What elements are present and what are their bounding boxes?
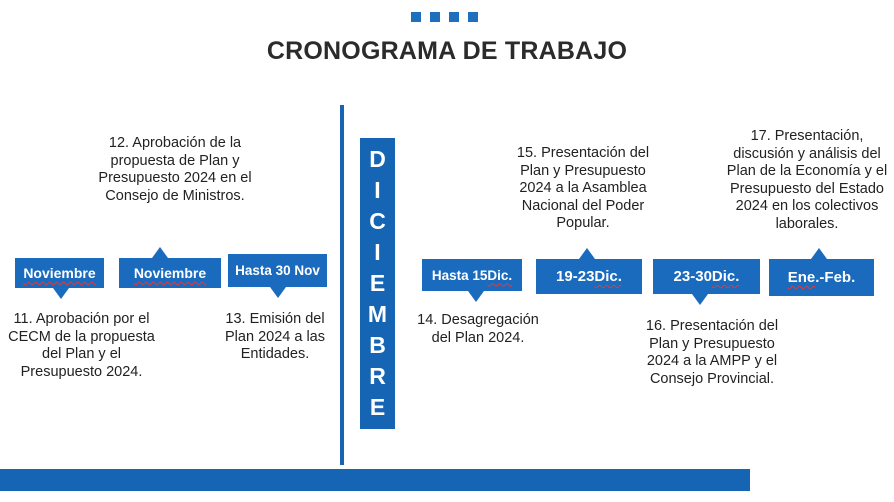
- tag-hasta-15-dic: [422, 259, 522, 291]
- tag-noviembre-2: [119, 258, 221, 288]
- tag-noviembre-1: [15, 258, 104, 288]
- vertical-divider: [340, 105, 344, 465]
- activity-14: 14. Desagregación del Plan 2024.: [417, 312, 539, 346]
- tag-19-23-dic: [536, 259, 642, 294]
- month-letter: I: [374, 239, 381, 265]
- tag-ene-feb: [769, 259, 874, 296]
- activity-17: 17. Presentación, discusión y análisis del Plan de la Economía y el Presupuesto del Estado 2024 en los colectivos laborales.: [726, 128, 888, 232]
- tag-23-30-dic: [653, 259, 760, 294]
- square-icon: [411, 12, 421, 22]
- page-title: CRONOGRAMA DE TRABAJO: [266, 37, 628, 65]
- tag-label: Noviembre: [23, 265, 96, 281]
- four-squares-icon: [411, 12, 478, 22]
- tag-label-pre: Hasta 15: [431, 267, 488, 283]
- square-icon: [468, 12, 478, 22]
- tag-hasta-30-nov: [228, 254, 327, 287]
- tag-label: Hasta 30 Nov: [235, 263, 320, 278]
- square-icon: [430, 12, 440, 22]
- tag-label-ul: Dic.: [711, 268, 740, 285]
- pointer-down-icon: [270, 287, 286, 298]
- tag-label-pre: 19-23: [556, 268, 595, 285]
- activity-13: 13. Emisión del Plan 2024 a las Entidades.: [225, 311, 325, 362]
- tag-label-ul: Ene: [787, 269, 816, 286]
- pointer-down-icon: [468, 291, 484, 302]
- tag-label-ul: Dic.: [487, 267, 513, 283]
- activity-16: 16. Presentación del Plan y Presupuesto 2024 a la AMPP y el Consejo Provincial.: [645, 318, 779, 387]
- month-letter: M: [367, 301, 388, 327]
- month-letter: D: [369, 146, 386, 172]
- month-diciembre-column: [360, 138, 395, 429]
- tag-label-pre: 23-30: [673, 268, 712, 285]
- pointer-down-icon: [53, 288, 69, 299]
- tag-label-ul: Dic.: [594, 268, 622, 285]
- tag-label-post: .-Feb.: [815, 269, 856, 286]
- activity-15: 15. Presentación del Plan y Presupuesto 2024 a la Asamblea Nacional del Poder Popular.: [516, 145, 650, 231]
- month-letter: E: [369, 394, 386, 420]
- month-letter: R: [369, 363, 386, 389]
- pointer-down-icon: [692, 294, 708, 305]
- pointer-up-icon: [152, 247, 168, 258]
- activity-12: 12. Aprobación de la propuesta de Plan y Presupuesto 2024 en el Consejo de Ministros.: [98, 135, 252, 204]
- month-letter: I: [374, 177, 381, 203]
- tag-label: Noviembre: [133, 265, 207, 281]
- pointer-up-icon: [811, 248, 827, 259]
- month-letter: C: [369, 208, 386, 234]
- activity-11: 11. Aprobación por el CECM de la propuesta del Plan y el Presupuesto 2024.: [8, 311, 155, 380]
- pointer-up-icon: [579, 248, 595, 259]
- month-letter: E: [369, 270, 386, 296]
- month-letter: B: [369, 332, 386, 358]
- footer-bar: [0, 469, 750, 491]
- square-icon: [449, 12, 459, 22]
